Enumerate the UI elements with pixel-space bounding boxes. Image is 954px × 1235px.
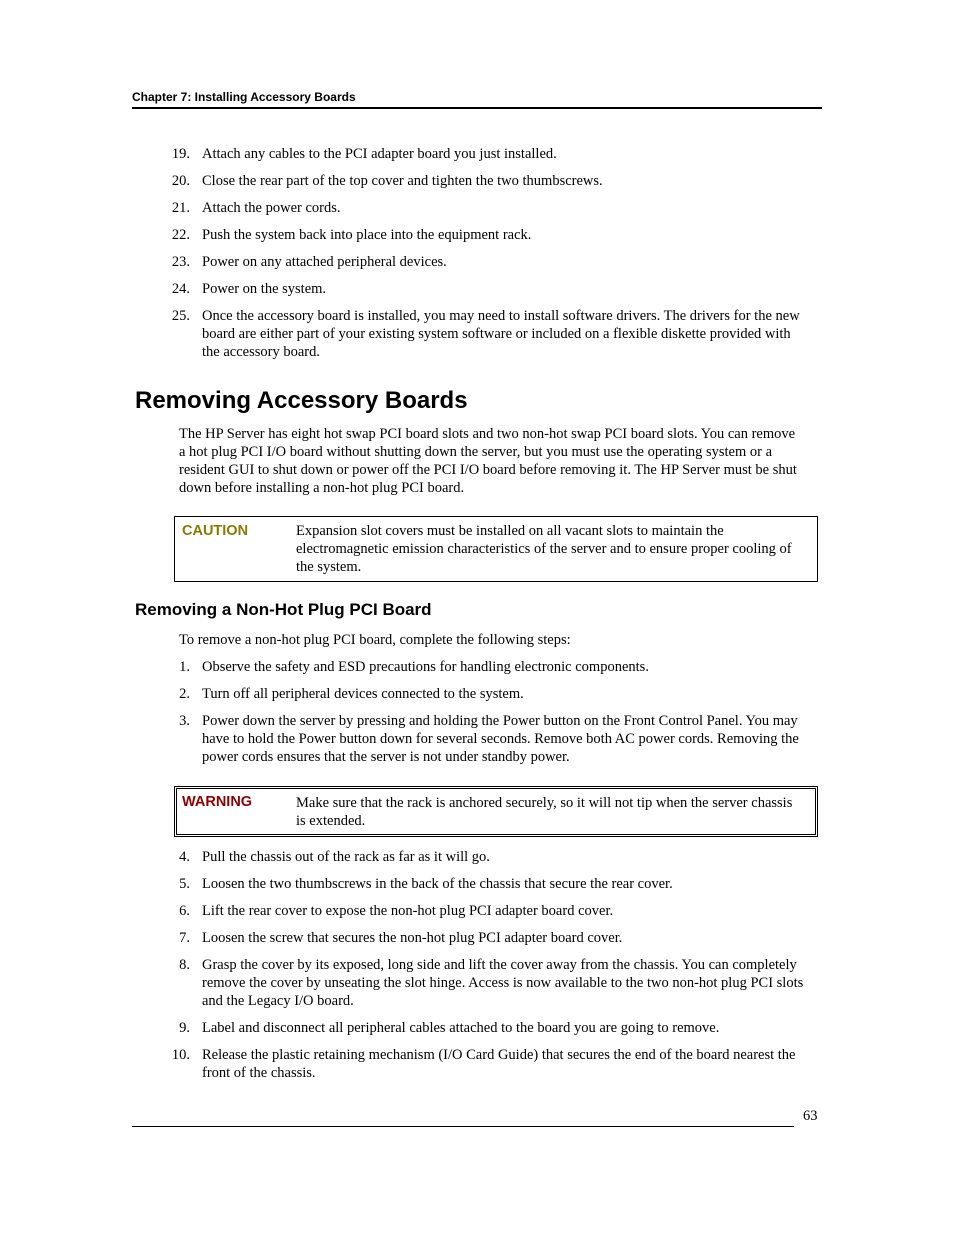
step-number: 25. (171, 308, 190, 324)
step-number: 23. (171, 254, 190, 270)
removal-steps-list (132, 658, 812, 775)
step-number: 24. (171, 281, 190, 297)
step-text: Lift the rear cover to expose the non-hot plug PCI adapter board cover. (202, 903, 614, 919)
install-steps-list (132, 145, 812, 370)
list-item (132, 145, 812, 163)
list-item (132, 685, 812, 703)
step-number: 7. (179, 930, 190, 946)
list-item (132, 902, 812, 920)
step-number: 22. (171, 227, 190, 243)
caution-text: Expansion slot covers must be installed on all vacant slots to maintain the electromagnetic emission characteristics of the server and to ensure proper cooling of the system. (296, 523, 792, 575)
warning-box (174, 786, 818, 837)
step-text: Power down the server by pressing and holding the Power button on the Front Control Panel. You may have to hold the Power button down for several seconds. Remove both AC power cords. Removing the power cords ensures that the server is not under standby power. (202, 713, 799, 765)
section-intro: The HP Server has eight hot swap PCI board slots and two non-hot swap PCI board slots. You can remove a hot plug PCI I/O board without shutting down the server, but you must use the operating system or a resident GUI to shut down or power off the PCI I/O board before removing it. The HP Server must be shut down before installing a non-hot plug PCI board. (179, 426, 797, 496)
step-text: Power on any attached peripheral devices. (202, 254, 447, 270)
list-item (132, 1046, 812, 1082)
caution-label: CAUTION (182, 523, 249, 539)
list-item (132, 172, 812, 190)
step-text: Push the system back into place into the equipment rack. (202, 227, 532, 243)
list-item (132, 280, 812, 298)
step-number: 1. (179, 659, 190, 675)
step-number: 20. (171, 173, 190, 189)
list-item (132, 956, 812, 1010)
step-number: 9. (179, 1020, 190, 1036)
step-number: 10. (171, 1047, 190, 1063)
list-item (132, 1019, 812, 1037)
chapter-header: Chapter 7: Installing Accessory Boards (132, 90, 822, 109)
list-item (132, 226, 812, 244)
step-number: 21. (171, 200, 190, 216)
list-item (132, 199, 812, 217)
step-text: Attach any cables to the PCI adapter board you just installed. (202, 146, 557, 162)
list-item (132, 875, 812, 893)
footer-divider (132, 1126, 794, 1127)
list-item (132, 307, 812, 361)
step-number: 8. (179, 957, 190, 973)
list-item (132, 253, 812, 271)
step-number: 19. (171, 146, 190, 162)
step-text: Turn off all peripheral devices connected to the system. (202, 686, 524, 702)
removal-steps-list-continued (132, 848, 812, 1091)
step-text: Close the rear part of the top cover and tighten the two thumbscrews. (202, 173, 603, 189)
subsection-intro: To remove a non-hot plug PCI board, complete the following steps: (179, 632, 571, 648)
step-number: 3. (179, 713, 190, 729)
step-number: 2. (179, 686, 190, 702)
page-number: 63 (803, 1108, 818, 1124)
list-item (132, 929, 812, 947)
step-text: Loosen the screw that secures the non-hot plug PCI adapter board cover. (202, 930, 623, 946)
list-item (132, 848, 812, 866)
step-text: Power on the system. (202, 281, 327, 297)
step-number: 6. (179, 903, 190, 919)
step-text: Release the plastic retaining mechanism (I/O Card Guide) that secures the end of the board nearest the front of the chassis. (202, 1047, 796, 1081)
step-text: Label and disconnect all peripheral cables attached to the board you are going to remove. (202, 1020, 720, 1036)
step-number: 5. (179, 876, 190, 892)
step-text: Observe the safety and ESD precautions for handling electronic components. (202, 659, 649, 675)
step-text: Pull the chassis out of the rack as far as it will go. (202, 849, 490, 865)
warning-label: WARNING (182, 794, 253, 810)
step-text: Loosen the two thumbscrews in the back of the chassis that secure the rear cover. (202, 876, 673, 892)
step-number: 4. (179, 849, 190, 865)
list-item (132, 712, 812, 766)
step-text: Once the accessory board is installed, you may need to install software drivers. The drivers for the new board are either part of your existing system software or included on a flexible diskette provided with the accessory board. (202, 308, 800, 360)
section-title: Removing Accessory Boards (135, 387, 468, 414)
list-item (132, 658, 812, 676)
warning-text: Make sure that the rack is anchored securely, so it will not tip when the server chassis is extended. (296, 795, 793, 829)
step-text: Grasp the cover by its exposed, long side and lift the cover away from the chassis. You can completely remove the cover by unseating the slot hinge. Access is now available to the two non-hot plug PCI slots and the Legacy I/O board. (202, 957, 804, 1009)
step-text: Attach the power cords. (202, 200, 341, 216)
subsection-title: Removing a Non-Hot Plug PCI Board (135, 600, 432, 619)
caution-box (174, 516, 818, 582)
